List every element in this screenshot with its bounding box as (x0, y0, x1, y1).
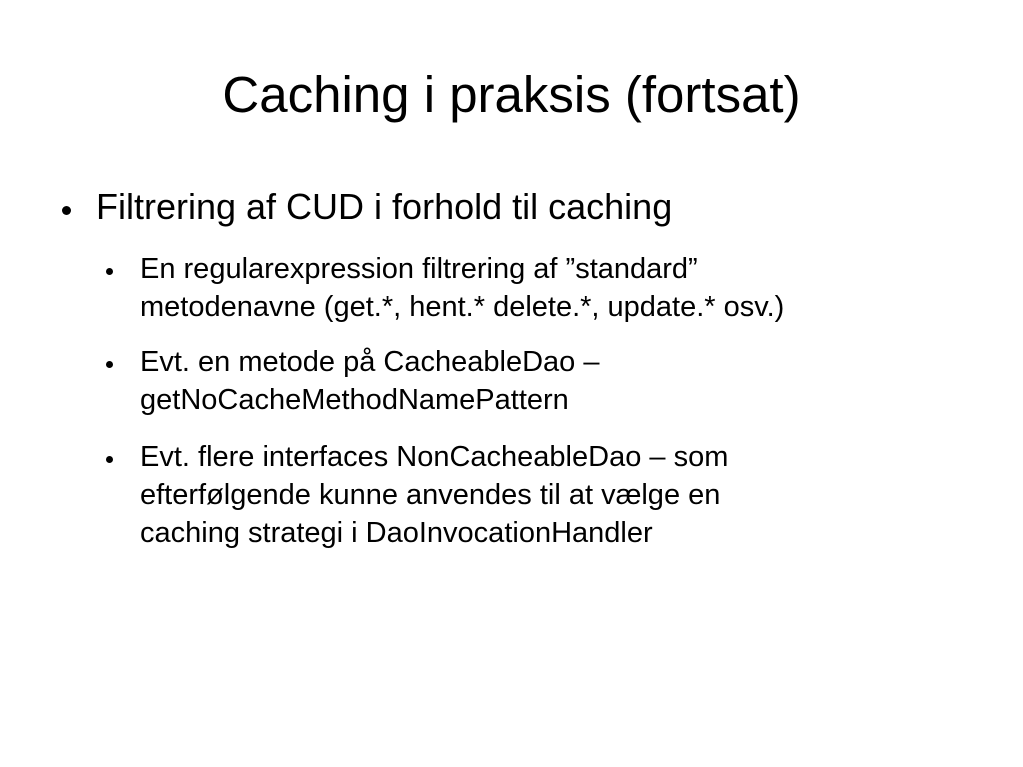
bullet-text: Filtrering af CUD i forhold til caching (96, 186, 673, 227)
sub-bullet-line: getNoCacheMethodNamePattern (140, 384, 569, 416)
sub-bullet-dot-icon (106, 268, 113, 275)
sub-bullet-line: metodenavne (get.*, hent.* delete.*, update.* osv.) (140, 291, 785, 323)
slide-title: Caching i praksis (fortsat) (222, 66, 801, 123)
sub-bullet-line: En regularexpression filtrering af ”standard” (140, 253, 698, 285)
sub-bullet-line: efterfølgende kunne anvendes til at vælge en (140, 479, 721, 511)
sub-bullet-text (140, 343, 599, 419)
sub-bullet-dot-icon (106, 361, 113, 368)
sub-bullet-line: caching strategi i DaoInvocationHandler (140, 517, 653, 549)
sub-bullet-dot-icon (106, 456, 113, 463)
sub-bullet-line: Evt. flere interfaces NonCacheableDao – som (140, 441, 729, 473)
sub-bullet-line: Evt. en metode på CacheableDao – (140, 346, 600, 378)
sub-bullet-text (140, 250, 784, 326)
bullet-dot-icon (62, 206, 71, 215)
sub-bullet-text (140, 438, 728, 552)
